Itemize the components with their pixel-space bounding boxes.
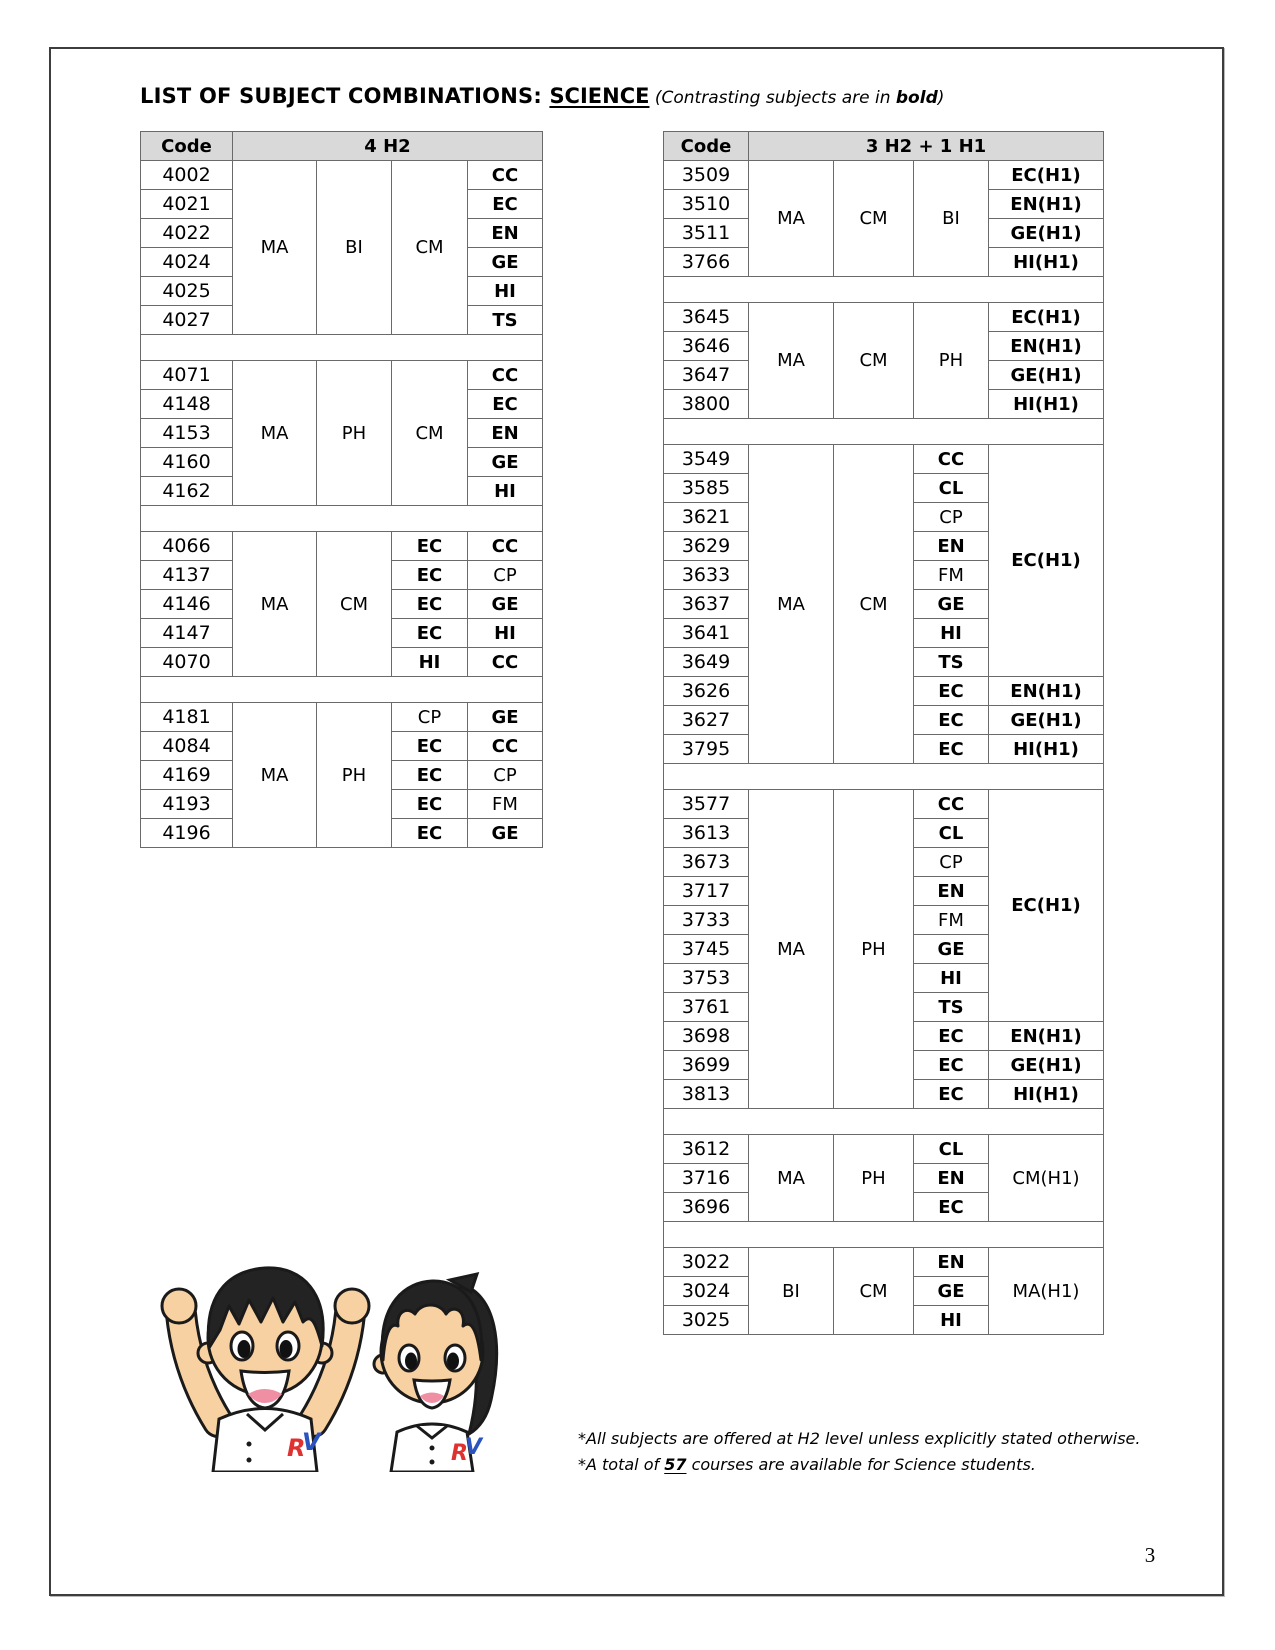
footnote-2-pre: *A total of <box>578 1455 665 1474</box>
footnote-line-1 <box>578 1426 1140 1452</box>
subject-cell: GE <box>468 703 543 732</box>
subject-cell-merged: CM <box>392 361 468 506</box>
code-cell: 4160 <box>141 448 233 477</box>
subject-cell: FM <box>914 906 989 935</box>
spacer-cell <box>664 277 1104 303</box>
subject-cell: CC <box>468 532 543 561</box>
subject-cell: CC <box>914 790 989 819</box>
subject-cell: EC(H1) <box>989 445 1104 677</box>
code-cell: 3025 <box>664 1306 749 1335</box>
subject-cell: GE(H1) <box>989 219 1104 248</box>
table-row <box>141 361 543 390</box>
subject-cell: EC <box>914 677 989 706</box>
code-cell: 4022 <box>141 219 233 248</box>
subject-cell: HI <box>914 1306 989 1335</box>
code-cell: 3637 <box>664 590 749 619</box>
subject-cell: HI <box>468 277 543 306</box>
code-cell: 4193 <box>141 790 233 819</box>
subject-cell: CC <box>468 732 543 761</box>
subject-cell: CP <box>468 561 543 590</box>
subject-cell: EC(H1) <box>989 161 1104 190</box>
code-cell: 3733 <box>664 906 749 935</box>
spacer-cell <box>141 506 543 532</box>
subject-cell-merged: CM <box>834 1248 914 1335</box>
subject-cell: EN(H1) <box>989 1022 1104 1051</box>
subject-cell: MA(H1) <box>989 1248 1104 1335</box>
code-cell: 4196 <box>141 819 233 848</box>
girl-logo-r: R <box>451 1441 468 1466</box>
subject-cell: HI(H1) <box>989 390 1104 419</box>
code-column-header: Code <box>664 132 749 161</box>
subject-cell: EC <box>914 735 989 764</box>
subject-cell: EC <box>392 732 468 761</box>
subject-cell: EN(H1) <box>989 677 1104 706</box>
table-4h2 <box>140 131 543 848</box>
subject-cell-merged: MA <box>749 161 834 277</box>
code-cell: 3621 <box>664 503 749 532</box>
code-cell: 4027 <box>141 306 233 335</box>
table-row <box>664 445 1104 474</box>
code-cell: 3800 <box>664 390 749 419</box>
table-row <box>141 161 543 190</box>
code-cell: 3699 <box>664 1051 749 1080</box>
code-cell: 3641 <box>664 619 749 648</box>
subject-cell: EN(H1) <box>989 332 1104 361</box>
footnote-1-text: *All subjects are offered at H2 level unless explicitly stated otherwise. <box>578 1429 1141 1448</box>
title-note-bold-word: bold <box>895 88 938 108</box>
subject-cell: EC <box>392 532 468 561</box>
subject-cell: EN(H1) <box>989 190 1104 219</box>
subject-cell: TS <box>914 648 989 677</box>
subject-cell: EC <box>392 790 468 819</box>
code-cell: 3716 <box>664 1164 749 1193</box>
subject-cell: GE <box>468 590 543 619</box>
code-cell: 3645 <box>664 303 749 332</box>
subject-cell: CL <box>914 1135 989 1164</box>
code-cell: 3766 <box>664 248 749 277</box>
subject-cell: EC <box>468 190 543 219</box>
subject-cell-merged: BI <box>914 161 989 277</box>
code-cell: 3549 <box>664 445 749 474</box>
code-cell: 3646 <box>664 332 749 361</box>
code-cell: 3673 <box>664 848 749 877</box>
group-spacer-row <box>664 1109 1104 1135</box>
subject-cell: EC(H1) <box>989 790 1104 1022</box>
subject-cell-merged: MA <box>233 703 317 848</box>
subject-cell: EC <box>914 1080 989 1109</box>
subject-cell-merged: PH <box>834 790 914 1109</box>
subject-cell: EC <box>914 706 989 735</box>
subject-cell: FM <box>468 790 543 819</box>
group-spacer-row <box>664 419 1104 445</box>
table-row <box>664 161 1104 190</box>
subject-cell: CL <box>914 819 989 848</box>
footnote-line-2 <box>578 1452 1140 1478</box>
title-main-text: LIST OF SUBJECT COMBINATIONS: <box>140 84 550 108</box>
code-cell: 4162 <box>141 477 233 506</box>
group-spacer-row <box>141 506 543 532</box>
subject-cell-merged: MA <box>749 1135 834 1222</box>
page-title <box>140 84 944 108</box>
code-cell: 4147 <box>141 619 233 648</box>
spacer-cell <box>664 1222 1104 1248</box>
code-cell: 3813 <box>664 1080 749 1109</box>
combination-group-header: 4 H2 <box>233 132 543 161</box>
code-cell: 3717 <box>664 877 749 906</box>
title-note-pre: (Contrasting subjects are in <box>649 88 896 108</box>
code-cell: 4021 <box>141 190 233 219</box>
code-cell: 3696 <box>664 1193 749 1222</box>
group-spacer-row <box>141 335 543 361</box>
subject-cell: CL <box>914 474 989 503</box>
code-cell: 4169 <box>141 761 233 790</box>
subject-cell: GE(H1) <box>989 1051 1104 1080</box>
code-cell: 4071 <box>141 361 233 390</box>
subject-cell: GE <box>914 1277 989 1306</box>
combination-group-header: 3 H2 + 1 H1 <box>749 132 1104 161</box>
code-cell: 3627 <box>664 706 749 735</box>
subject-cell: HI <box>392 648 468 677</box>
code-cell: 3698 <box>664 1022 749 1051</box>
mascot-boy <box>162 1268 369 1472</box>
subject-cell: HI(H1) <box>989 1080 1104 1109</box>
code-cell: 3577 <box>664 790 749 819</box>
code-cell: 3761 <box>664 993 749 1022</box>
subject-cell: GE(H1) <box>989 706 1104 735</box>
code-cell: 3509 <box>664 161 749 190</box>
subject-cell-merged: CM <box>834 303 914 419</box>
code-cell: 3022 <box>664 1248 749 1277</box>
subject-cell-merged: CM <box>392 161 468 335</box>
subject-cell: EC <box>392 819 468 848</box>
boy-logo-v: V <box>302 1428 321 1456</box>
subject-cell: GE <box>914 935 989 964</box>
subject-cell-merged: PH <box>834 1135 914 1222</box>
table-row <box>664 1248 1104 1277</box>
subject-cell-merged: PH <box>914 303 989 419</box>
spacer-cell <box>664 1109 1104 1135</box>
code-cell: 4070 <box>141 648 233 677</box>
code-cell: 4181 <box>141 703 233 732</box>
group-spacer-row <box>141 677 543 703</box>
subject-cell: CM(H1) <box>989 1135 1104 1222</box>
subject-cell: CC <box>914 445 989 474</box>
code-cell: 3626 <box>664 677 749 706</box>
code-cell: 3510 <box>664 190 749 219</box>
code-cell: 3511 <box>664 219 749 248</box>
subject-cell-merged: MA <box>749 790 834 1109</box>
code-cell: 4025 <box>141 277 233 306</box>
code-cell: 3629 <box>664 532 749 561</box>
subject-cell: EC <box>914 1051 989 1080</box>
code-cell: 3024 <box>664 1277 749 1306</box>
code-column-header: Code <box>141 132 233 161</box>
subject-cell-merged: BI <box>317 161 392 335</box>
code-cell: 4146 <box>141 590 233 619</box>
subject-cell: TS <box>914 993 989 1022</box>
table-row <box>664 303 1104 332</box>
table-header-row <box>664 132 1104 161</box>
subject-cell: HI <box>914 964 989 993</box>
table-row <box>664 1135 1104 1164</box>
group-spacer-row <box>664 764 1104 790</box>
subject-cell-merged: CM <box>834 161 914 277</box>
subject-cell: EN <box>914 1248 989 1277</box>
subject-cell: HI <box>468 619 543 648</box>
table-row <box>664 790 1104 819</box>
table-3h2-1h1 <box>663 131 1104 1335</box>
subject-cell: TS <box>468 306 543 335</box>
subject-cell-merged: MA <box>749 445 834 764</box>
subject-cell: GE <box>468 448 543 477</box>
subject-cell: CP <box>914 848 989 877</box>
subject-cell-merged: BI <box>749 1248 834 1335</box>
code-cell: 3647 <box>664 361 749 390</box>
footnote-2-count: 57 <box>664 1455 687 1474</box>
footnote-2-post: courses are available for Science students. <box>686 1455 1036 1474</box>
code-cell: 4148 <box>141 390 233 419</box>
subject-cell: EN <box>468 419 543 448</box>
subject-cell: EC <box>392 761 468 790</box>
code-cell: 4137 <box>141 561 233 590</box>
subject-cell: CP <box>392 703 468 732</box>
code-cell: 3753 <box>664 964 749 993</box>
code-cell: 4002 <box>141 161 233 190</box>
mascot-girl <box>374 1274 497 1472</box>
boy-logo-r: R <box>287 1434 306 1462</box>
subject-cell-merged: PH <box>317 361 392 506</box>
code-cell: 3585 <box>664 474 749 503</box>
code-cell: 4153 <box>141 419 233 448</box>
code-cell: 3649 <box>664 648 749 677</box>
table-row <box>141 532 543 561</box>
subject-cell: EC <box>914 1022 989 1051</box>
code-cell: 4084 <box>141 732 233 761</box>
code-cell: 3612 <box>664 1135 749 1164</box>
subject-cell: EN <box>914 532 989 561</box>
subject-cell-merged: MA <box>233 361 317 506</box>
page-number: 3 <box>1144 1543 1156 1567</box>
code-cell: 4024 <box>141 248 233 277</box>
footnotes <box>578 1426 1140 1478</box>
subject-cell: EC(H1) <box>989 303 1104 332</box>
subject-cell: EN <box>914 1164 989 1193</box>
subject-cell: HI <box>468 477 543 506</box>
subject-cell-merged: CM <box>317 532 392 677</box>
subject-cell: EC <box>392 561 468 590</box>
subject-cell: CC <box>468 648 543 677</box>
subject-cell: HI(H1) <box>989 735 1104 764</box>
subject-cell-merged: CM <box>834 445 914 764</box>
subject-cell: EC <box>392 619 468 648</box>
subject-cell-merged: MA <box>233 532 317 677</box>
subject-cell: CC <box>468 361 543 390</box>
subject-cell: EC <box>392 590 468 619</box>
spacer-cell <box>664 764 1104 790</box>
subject-cell: FM <box>914 561 989 590</box>
subject-cell: GE <box>468 819 543 848</box>
subject-cell-merged: PH <box>317 703 392 848</box>
subject-cell: CP <box>914 503 989 532</box>
subject-cell: EN <box>914 877 989 906</box>
group-spacer-row <box>664 1222 1104 1248</box>
title-note-post: ) <box>937 88 945 108</box>
code-cell: 3633 <box>664 561 749 590</box>
subject-cell: EN <box>468 219 543 248</box>
group-spacer-row <box>664 277 1104 303</box>
subject-cell: EC <box>468 390 543 419</box>
subject-cell: HI(H1) <box>989 248 1104 277</box>
spacer-cell <box>664 419 1104 445</box>
code-cell: 3795 <box>664 735 749 764</box>
subject-cell: GE <box>468 248 543 277</box>
subject-cell: CC <box>468 161 543 190</box>
spacer-cell <box>141 677 543 703</box>
subject-cell: GE(H1) <box>989 361 1104 390</box>
subject-cell-merged: MA <box>233 161 317 335</box>
code-cell: 3613 <box>664 819 749 848</box>
title-note <box>649 88 944 108</box>
subject-cell: EC <box>914 1193 989 1222</box>
girl-logo-v: V <box>465 1435 483 1460</box>
subject-cell: CP <box>468 761 543 790</box>
table-header-row <box>141 132 543 161</box>
mascots-illustration <box>145 1222 527 1472</box>
code-cell: 3745 <box>664 935 749 964</box>
table-row <box>141 703 543 732</box>
code-cell: 4066 <box>141 532 233 561</box>
subject-cell: HI <box>914 619 989 648</box>
subject-cell-merged: MA <box>749 303 834 419</box>
spacer-cell <box>141 335 543 361</box>
subject-cell: GE <box>914 590 989 619</box>
title-track-text: SCIENCE <box>549 84 650 108</box>
